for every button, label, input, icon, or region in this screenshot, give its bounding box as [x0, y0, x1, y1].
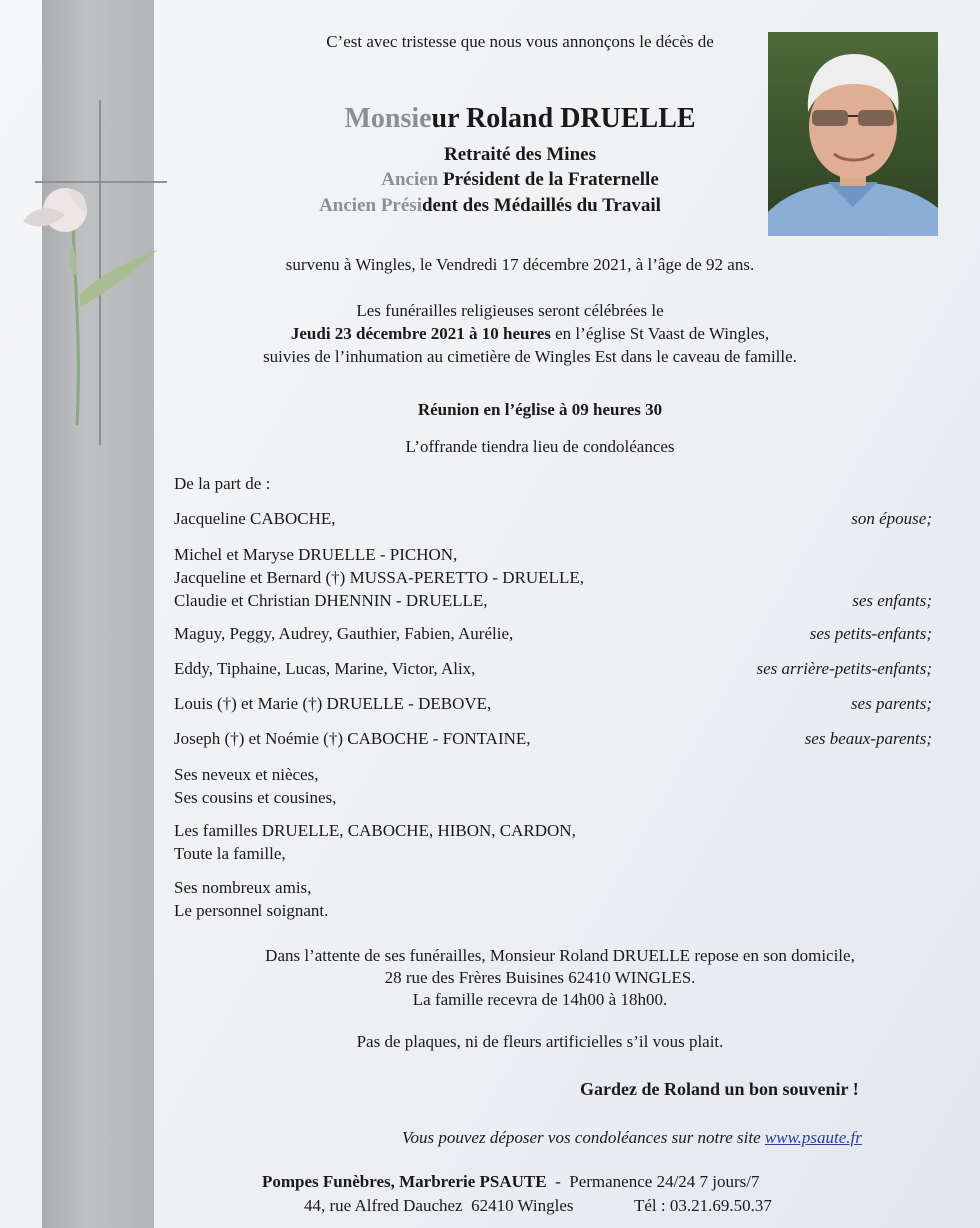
- title-2: [290, 168, 750, 192]
- name-full: Roland DRUELLE: [466, 103, 696, 134]
- family-name-line: Louis (†) et Marie (†) DRUELLE - DEBOVE,: [174, 694, 492, 713]
- family-name-line: Ses neveux et nièces,: [174, 765, 319, 784]
- title-2-text: Président de la Fraternelle: [442, 169, 659, 190]
- title-3: [260, 194, 720, 218]
- company-address: 44, rue Alfred Dauchez 62410 Wingles: [304, 1196, 574, 1215]
- title-1-text: Retraité des Mines: [444, 144, 596, 165]
- title-3-text: dent des Médaillés du Travail: [421, 195, 661, 216]
- death-notice: survenu à Wingles, le Vendredi 17 décembre 2021, à l’âge de 92 ans.: [285, 255, 755, 274]
- rest-line-1: Dans l’attente de ses funérailles, Monsieur Roland DRUELLE repose en son domicile,: [265, 946, 855, 965]
- website-link[interactable]: www.psaute.fr: [764, 1128, 862, 1147]
- meeting-time: Réunion en l’église à 09 heures 30: [417, 400, 663, 419]
- family-relation: son épouse;: [851, 509, 932, 528]
- farewell-text: Gardez de Roland un bon souvenir !: [580, 1079, 859, 1099]
- portrait-photo: [768, 32, 938, 236]
- title-3-faded: Ancien Prési: [319, 195, 422, 216]
- family-relation: ses parents;: [850, 694, 932, 713]
- family-name-line: Ses cousins et cousines,: [174, 788, 337, 807]
- rest-line-2: 28 rue des Frères Buisines 62410 WINGLES.: [384, 968, 696, 987]
- cross-and-tulip-icon: [15, 95, 175, 455]
- funeral-line-1: Les funérailles religieuses seront célébrées le: [356, 301, 664, 320]
- family-relation: ses arrière-petits-enfants;: [756, 659, 932, 678]
- intro-text: C’est avec tristesse que nous vous annonçons le décès de: [326, 32, 714, 51]
- funeral-line-3: suivies de l’inhumation au cimetière de Wingles Est dans le caveau de famille.: [263, 347, 797, 366]
- condolences-text: Vous pouvez déposer vos condoléances sur notre site: [402, 1128, 765, 1147]
- rest-line-3: La famille recevra de 14h00 à 18h00.: [412, 990, 668, 1009]
- no-plaques-note: Pas de plaques, ni de fleurs artificielles s’il vous plait.: [356, 1032, 724, 1051]
- footer-line-2: [304, 1195, 794, 1216]
- funeral-date: Jeudi 23 décembre 2021 à 10 heures: [290, 324, 551, 343]
- family-name-line: Eddy, Tiphaine, Lucas, Marine, Victor, Alix,: [174, 659, 476, 678]
- condolences-line: [402, 1127, 862, 1148]
- funeral-line-2: [180, 323, 880, 344]
- family-name-line: Jacqueline CABOCHE,: [174, 509, 336, 528]
- deceased-name: Monsieur Roland DRUELLE: [344, 103, 696, 134]
- name-prefix-faded: Monsie: [344, 103, 432, 134]
- company-name: Pompes Funèbres, Marbrerie PSAUTE: [262, 1172, 547, 1191]
- family-name-line: Maguy, Peggy, Audrey, Gauthier, Fabien, Aurélie,: [174, 624, 514, 643]
- family-name-line: Ses nombreux amis,: [174, 878, 312, 897]
- footer-separator: -: [546, 1172, 570, 1191]
- family-relation: ses enfants;: [852, 591, 932, 610]
- family-name-line: Toute la famille,: [174, 844, 286, 863]
- family-name-line: Jacqueline et Bernard (†) MUSSA-PERETTO - DRUELLE,: [174, 568, 584, 587]
- family-name-line: Le personnel soignant.: [174, 901, 329, 920]
- family-name-line: Les familles DRUELLE, CABOCHE, HIBON, CARDON,: [174, 821, 576, 840]
- family-name-line: Claudie et Christian DHENNIN - DRUELLE,: [174, 591, 488, 610]
- funeral-place: en l’église St Vaast de Wingles,: [550, 324, 770, 343]
- title-1: [290, 143, 750, 167]
- permanence-text: Permanence 24/24 7 jours/7: [569, 1172, 760, 1191]
- company-phone: Tél : 03.21.69.50.37: [634, 1196, 772, 1215]
- family-name-line: Joseph (†) et Noémie (†) CABOCHE - FONTAINE,: [174, 729, 531, 748]
- family-relation: ses beaux-parents;: [804, 729, 932, 748]
- offering-note: L’offrande tiendra lieu de condoléances: [405, 437, 675, 456]
- title-2-faded: Ancien: [381, 169, 443, 190]
- family-relation: ses petits-enfants;: [809, 624, 932, 643]
- family-name-line: Michel et Maryse DRUELLE - PICHON,: [174, 545, 458, 564]
- from-label: De la part de :: [174, 474, 271, 493]
- footer-line-1: [262, 1171, 760, 1192]
